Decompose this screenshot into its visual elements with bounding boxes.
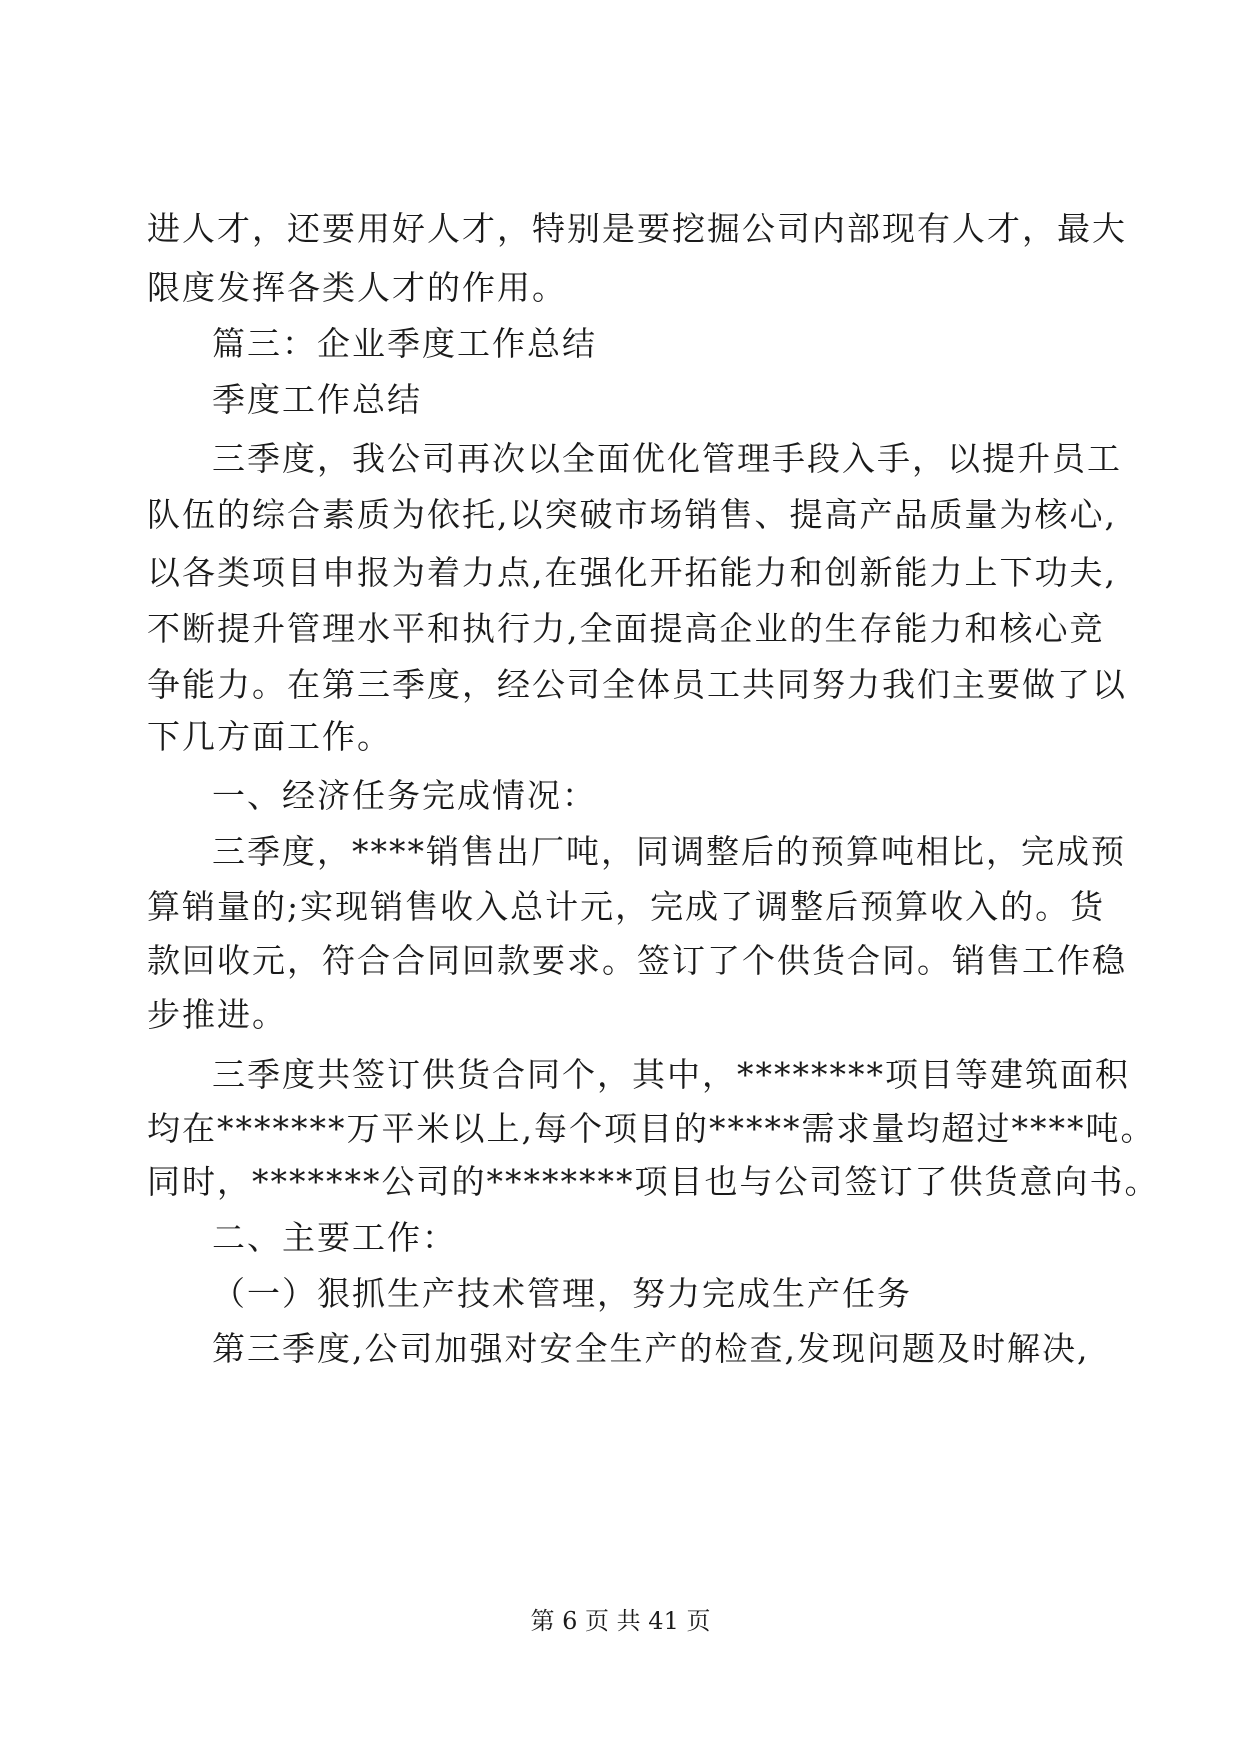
subsection-heading: （一）狠抓生产技术管理，努力完成生产任务 [212,1274,912,1313]
page-number-footer: 第 6 页 共 41 页 [530,1607,711,1635]
subsection-heading: 一、经济任务完成情况： [212,776,597,815]
text-line: 第三季度,公司加强对安全生产的检查,发现问题及时解决, [212,1329,1090,1368]
text-line: 步推进。 [147,995,287,1034]
text-line: 队伍的综合素质为依托,以突破市场销售、提高产品质量为核心, [147,495,1117,534]
text-line: 同时，*******公司的********项目也与公司签订了供货意向书。 [147,1162,1160,1201]
text-line: 算销量的;实现销售收入总计元，完成了调整后预算收入的。货 [147,887,1106,926]
text-line: 争能力。在第三季度，经公司全体员工共同努力我们主要做了以 [147,665,1127,704]
text-line: 三季度共签订供货合同个，其中，********项目等建筑面积 [212,1055,1130,1094]
text-line: 三季度，我公司再次以全面优化管理手段入手，以提升员工 [212,439,1122,478]
subsection-heading: 二、主要工作： [212,1218,457,1257]
text-line: 进人才，还要用好人才，特别是要挖掘公司内部现有人才，最大 [147,209,1127,248]
document-title: 季度工作总结 [212,380,422,419]
text-line: 均在*******万平米以上,每个项目的*****需求量均超过****吨。 [147,1109,1156,1148]
text-line: 限度发挥各类人才的作用。 [147,268,567,307]
text-line: 以各类项目申报为着力点,在强化开拓能力和创新能力上下功夫, [147,553,1117,592]
text-line: 不断提升管理水平和执行力,全面提高企业的生存能力和核心竞 [147,609,1105,648]
text-line: 三季度，****销售出厂吨，同调整后的预算吨相比，完成预 [212,832,1126,871]
text-line: 款回收元，符合合同回款要求。签订了个供货合同。销售工作稳 [147,941,1127,980]
text-line: 下几方面工作。 [147,717,392,756]
section-heading: 篇三：企业季度工作总结 [212,324,597,363]
